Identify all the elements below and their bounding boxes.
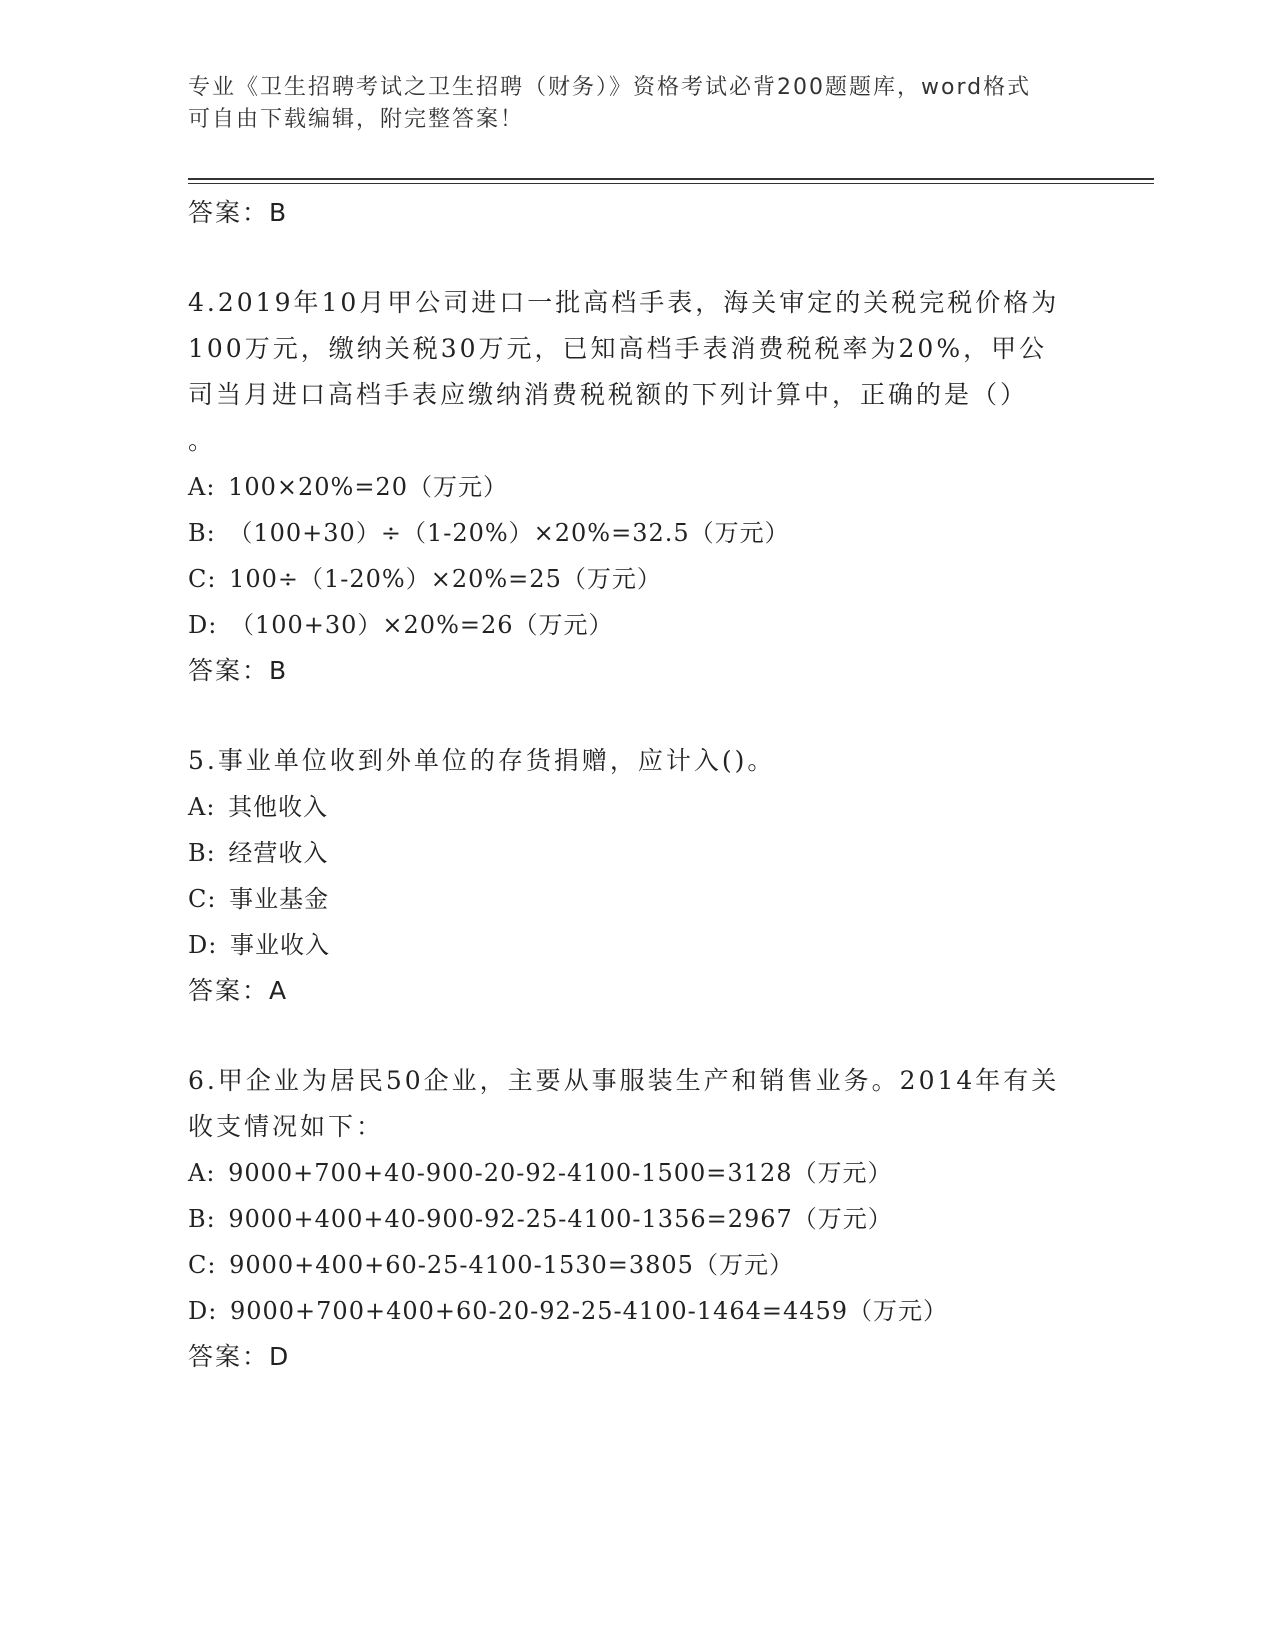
option-text: 9000+700+400+60-20-92-25-4100-1464=4459（万元） [229,1297,949,1325]
answer-line: 答案：D [188,1342,291,1371]
option-label: C: [188,565,217,593]
answer-line: 答案：B [188,198,289,227]
header-line-2: 可自由下载编辑，附完整答案！ [188,107,525,132]
option-b [188,830,1088,876]
option-c [188,556,1088,602]
option-label: D: [188,931,218,959]
answer-line: 答案：A [188,976,289,1005]
question-stem [188,280,1088,464]
option-b [188,1196,1088,1242]
option-text: （100+30）÷（1-20%）×20%=32.5（万元） [228,519,790,547]
option-label: A: [188,473,216,501]
header-divider-thin [188,183,1154,184]
option-label: C: [188,885,217,913]
stem-line: 收支情况如下： [188,1112,385,1141]
option-label: D: [188,1297,218,1325]
stem-line: 5.事业单位收到外单位的存货捐赠，应计入()。 [188,746,776,775]
document-header [188,72,1088,136]
option-b [188,510,1088,556]
answer-line: 答案：B [188,656,289,685]
question-stem [188,738,1088,784]
option-d [188,922,1088,968]
question-block [188,1058,1088,1380]
option-a [188,464,1088,510]
option-text: 事业收入 [229,931,330,959]
option-text: 经营收入 [228,839,329,867]
stem-line: 4.2019年10月甲公司进口一批高档手表，海关审定的关税完税价格为 [188,288,1060,317]
question-stem [188,1058,1088,1150]
option-a [188,1150,1088,1196]
header-divider-thick [188,178,1154,180]
option-text: 其他收入 [228,793,329,821]
option-label: C: [188,1251,217,1279]
stem-line: 6.甲企业为居民50企业，主要从事服装生产和销售业务。2014年有关 [188,1066,1060,1095]
option-c [188,1242,1088,1288]
stem-line: 。 [188,426,217,455]
option-label: A: [188,1159,216,1187]
option-text: 100÷（1-20%）×20%=25（万元） [229,565,662,593]
stem-line: 100万元，缴纳关税30万元，已知高档手表消费税税率为20%，甲公 [188,334,1048,363]
option-d [188,1288,1088,1334]
option-text: 100×20%=20（万元） [228,473,508,501]
option-text: 9000+400+60-25-4100-1530=3805（万元） [229,1251,794,1279]
option-label: B: [188,519,216,547]
document-body [188,190,1088,1380]
option-label: A: [188,793,216,821]
option-c [188,876,1088,922]
option-label: B: [188,1205,216,1233]
header-line-1: 专业《卫生招聘考试之卫生招聘（财务）》资格考试必背200题题库，word格式 [188,75,1032,100]
option-text: 9000+400+40-900-92-25-4100-1356=2967（万元） [228,1205,893,1233]
option-text: （100+30）×20%=26（万元） [229,611,614,639]
stem-line: 司当月进口高档手表应缴纳消费税税额的下列计算中，正确的是（） [188,380,1029,409]
question-block [188,280,1088,694]
question-block [188,738,1088,1014]
option-label: D: [188,611,218,639]
option-d [188,602,1088,648]
option-text: 9000+700+40-900-20-92-4100-1500=3128（万元） [228,1159,893,1187]
option-label: B: [188,839,216,867]
option-text: 事业基金 [229,885,330,913]
option-a [188,784,1088,830]
